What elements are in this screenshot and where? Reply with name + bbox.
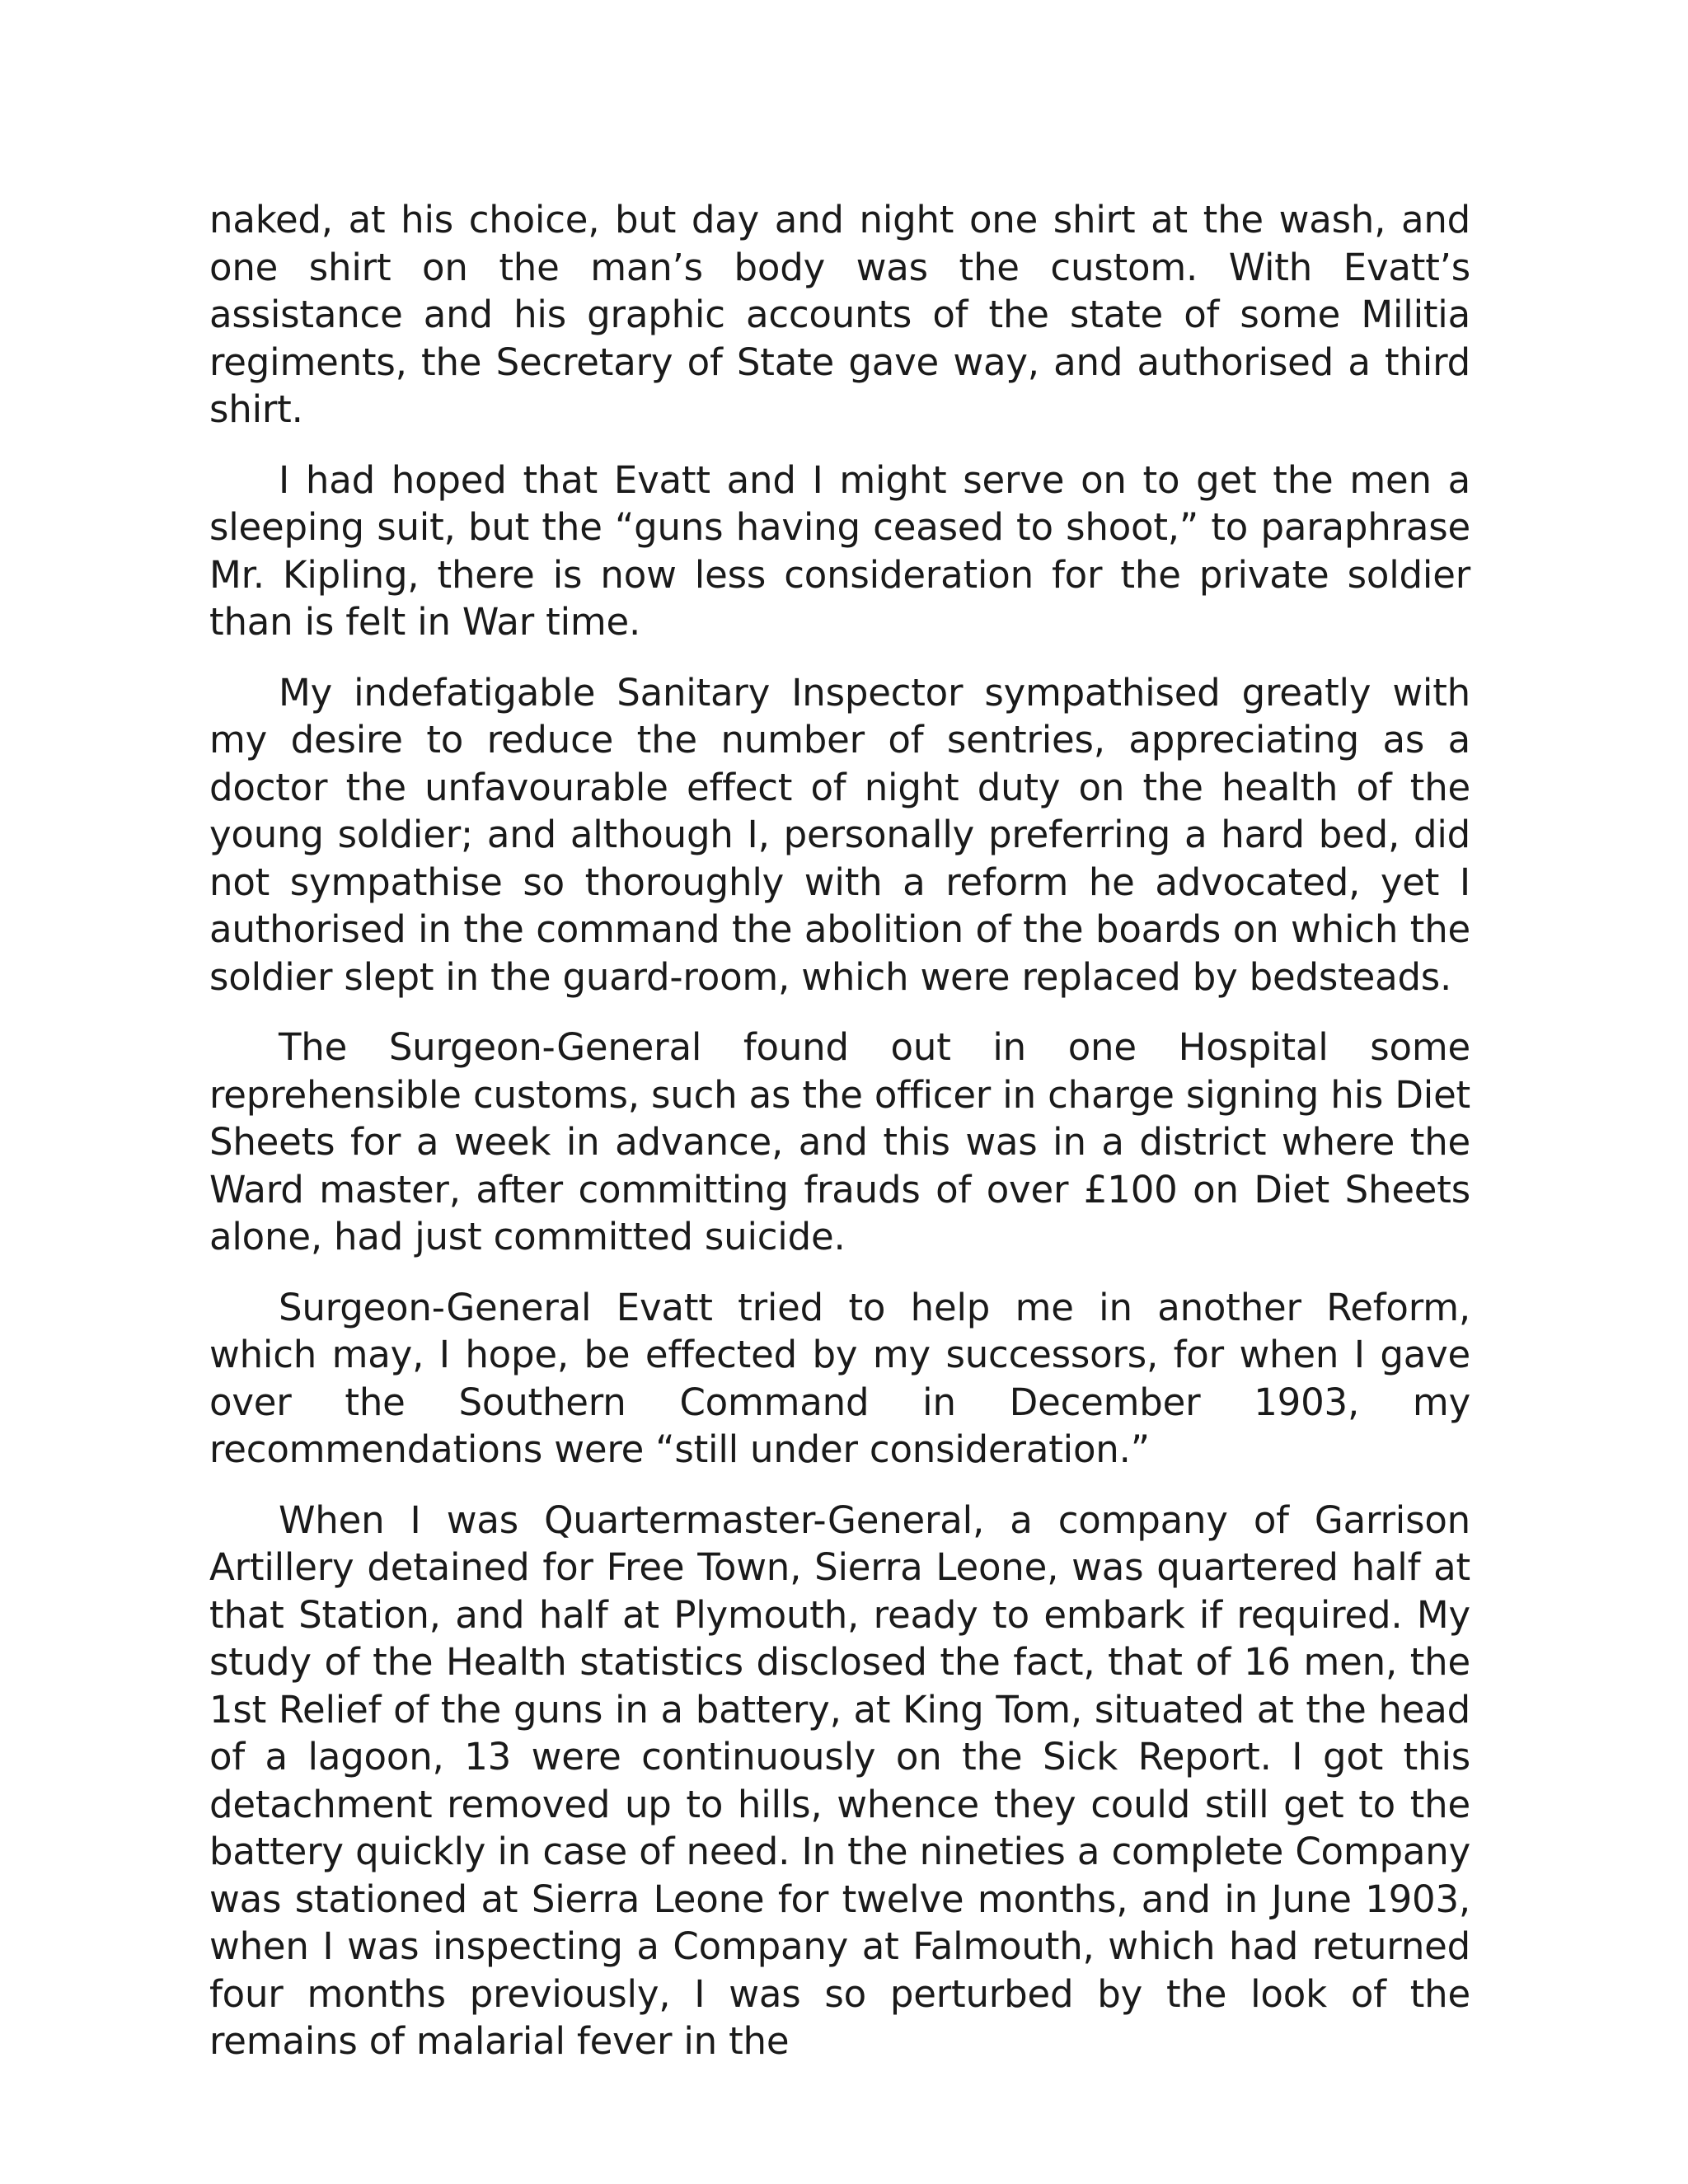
paragraph-1: naked, at his choice, but day and night one shirt at the wash, and one shirt on the man’s body was the custom. With Evatt’s assistance and his graphic accounts of the state of some Militia regiments, the Secretary of State gave way, and authorised a third shirt. (209, 198, 1470, 431)
paragraph-5: Surgeon-General Evatt tried to help me in another Reform, which may, I hope, be effected by my successors, for when I gave over the Southern Command in December 1903, my recommendations were “still under consideration.” (209, 1285, 1470, 1471)
paragraph-4: The Surgeon-General found out in one Hospital some reprehensible customs, such as the officer in charge signing his Diet Sheets for a week in advance, and this was in a district where the Ward master, after committing frauds of over £100 on Diet Sheets alone, had just committed suicide. (209, 1025, 1470, 1258)
page-body (209, 196, 1470, 2088)
paragraph-2: I had hoped that Evatt and I might serve on to get the men a sleeping suit, but the “guns having ceased to shoot,” to paraphrase Mr. Kipling, there is now less consideration for the private soldier than is felt in War time. (209, 457, 1470, 644)
paragraph-6: When I was Quartermaster-General, a company of Garrison Artillery detained for Free Town, Sierra Leone, was quartered half at that Station, and half at Plymouth, ready to embark if required. My study of the Health statistics disclosed the fact, that of 16 men, the 1st Relief of the guns in a battery, at King Tom, situated at the head of a lagoon, 13 were continuously on the Sick Report. I got this detachment removed up to hills, whence they could still get to the battery quickly in case of need. In the nineties a complete Company was stationed at Sierra Leone for twelve months, and in June 1903, when I was inspecting a Company at Falmouth, which had returned four months previously, I was so perturbed by the look of the remains of malarial fever in the (209, 1497, 1470, 2063)
paragraph-3: My indefatigable Sanitary Inspector sympathised greatly with my desire to reduce the number of sentries, appreciating as a doctor the unfavourable effect of night duty on the health of the young soldier; and although I, personally preferring a hard bed, did not sympathise so thoroughly with a reform he advocated, yet I authorised in the command the abolition of the boards on which the soldier slept in the guard-room, which were replaced by bedsteads. (209, 670, 1470, 999)
